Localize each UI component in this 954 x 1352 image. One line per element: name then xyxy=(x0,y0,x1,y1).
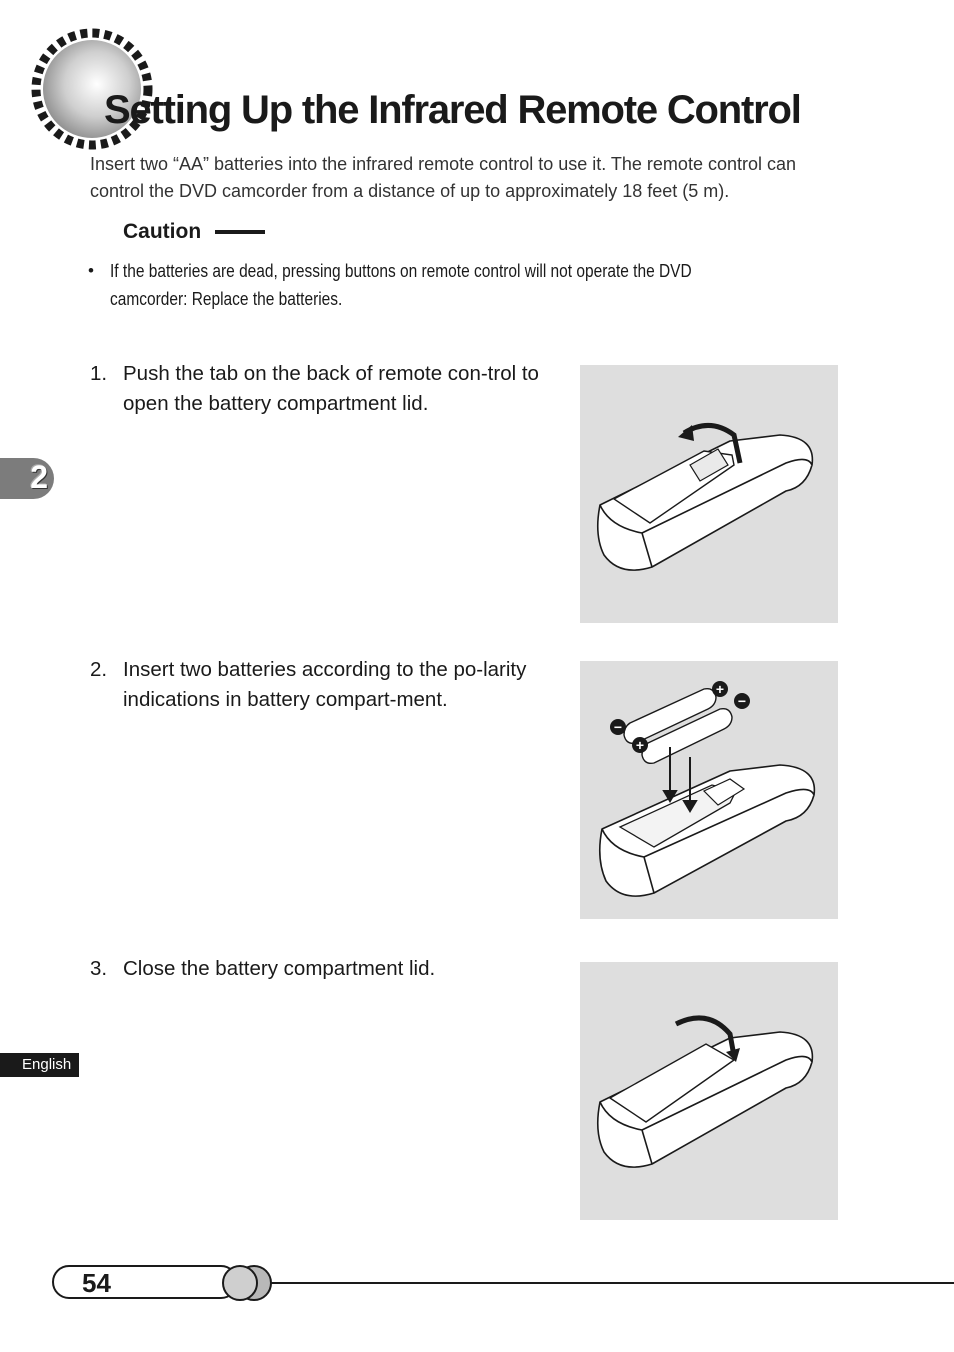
minus-icon xyxy=(734,693,750,709)
language-tab: English xyxy=(0,1053,79,1077)
page-number-pill xyxy=(52,1265,238,1299)
chapter-tab xyxy=(0,458,54,499)
svg-text:+: + xyxy=(715,681,725,697)
step-2 xyxy=(90,655,560,715)
figure-close-lid xyxy=(580,962,838,1220)
svg-text:−: − xyxy=(737,693,747,709)
figure-open-lid xyxy=(580,365,838,623)
minus-icon xyxy=(610,719,626,735)
step-text: Insert two batteries according to the po-larity indications in battery compart-ment. xyxy=(123,658,527,711)
chapter-number: 2 xyxy=(30,459,48,495)
caution-label: Caution xyxy=(123,220,202,243)
footer-circles-icon xyxy=(212,1262,284,1304)
step-number: 2. xyxy=(90,658,108,681)
step-number: 3. xyxy=(90,957,108,980)
step-number: 1. xyxy=(90,362,108,385)
remote-close-lid-illustration xyxy=(580,962,838,1220)
caution-text: If the batteries are dead, pressing buttons on remote control will not operate the DVD camcorder: Replace the batteries. xyxy=(110,261,692,309)
remote-insert-batteries-illustration xyxy=(580,661,838,919)
page-footer xyxy=(0,1262,954,1304)
step-text: Push the tab on the back of remote con-trol to open the battery compartment lid. xyxy=(123,362,539,415)
plus-icon xyxy=(632,737,648,753)
caution-heading xyxy=(123,220,265,244)
caution-item xyxy=(88,257,808,313)
caution-rule xyxy=(215,230,265,234)
page-number: 54 xyxy=(82,1268,111,1298)
figure-insert-batteries xyxy=(580,661,838,919)
remote-open-lid-illustration xyxy=(580,365,838,623)
step-text: Close the battery compartment lid. xyxy=(123,957,436,980)
intro-paragraph: Insert two “AA” batteries into the infrared remote control to use it. The remote control can control the DVD camcorder from a distance of up to approximately 18 feet (5 m). xyxy=(90,154,796,201)
footer-rule xyxy=(270,1282,954,1284)
plus-icon xyxy=(712,681,728,697)
svg-text:+: + xyxy=(635,737,645,753)
page-title: Setting Up the Infrared Remote Control xyxy=(104,88,801,132)
step-3 xyxy=(90,954,560,984)
svg-text:−: − xyxy=(613,719,623,735)
step-1 xyxy=(90,359,560,419)
bullet: • xyxy=(88,261,94,280)
